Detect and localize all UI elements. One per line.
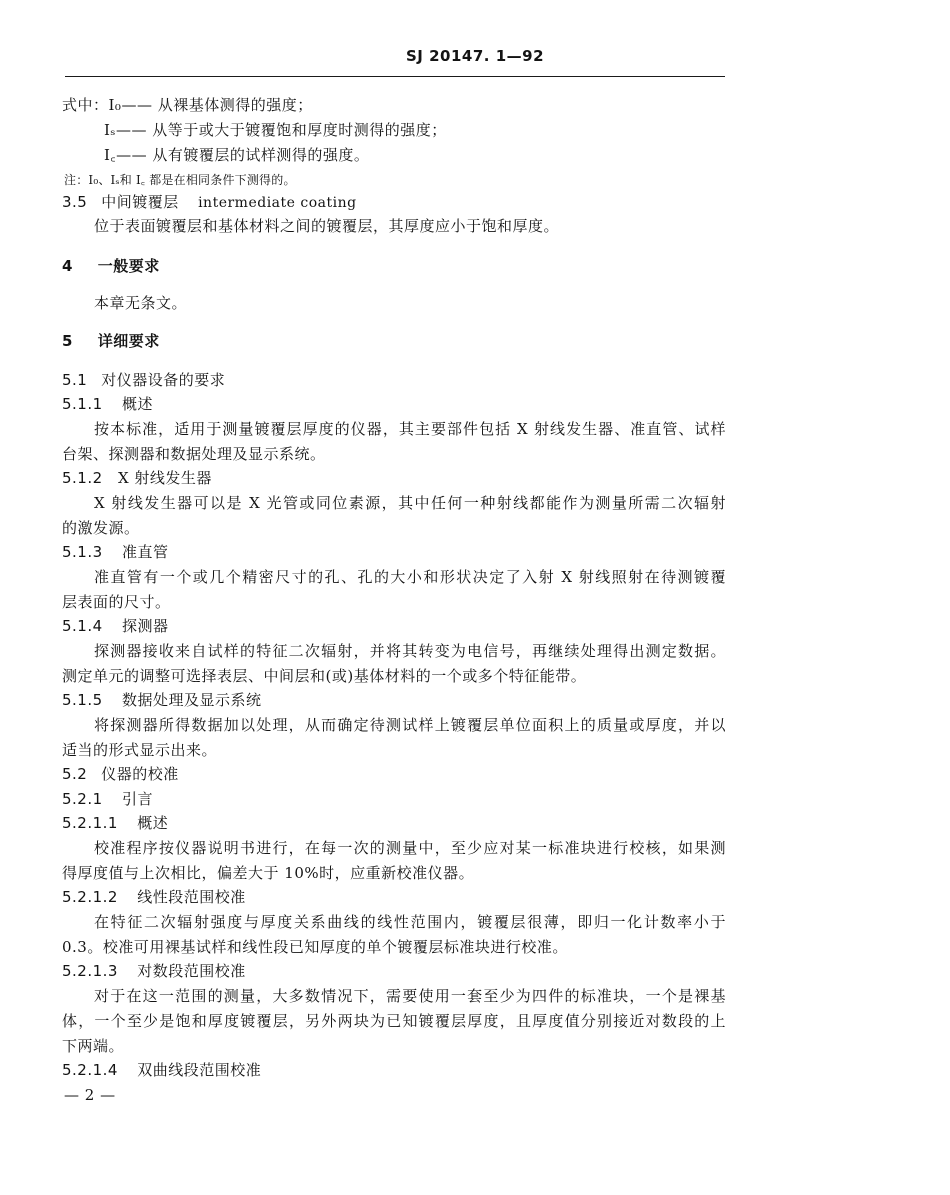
formula-ic-definition: I꜀—— 从有镀覆层的试样测得的强度。 [104, 146, 370, 164]
section-number: 5.2.1 [62, 790, 103, 808]
section-5-1-3-heading [62, 542, 168, 562]
section-number: 5.1.4 [62, 617, 103, 635]
formula-note: 注：I₀、Iₛ和 I꜀ 都是在相同条件下测得的。 [64, 173, 296, 187]
section-number: 3.5 [62, 193, 88, 211]
section-3-5-body: 位于表面镀覆层和基体材料之间的镀覆层，其厚度应小于饱和厚度。 [94, 217, 560, 235]
section-5-2-1-2-line-1: 在特征二次辐射强度与厚度关系曲线的线性范围内，镀覆层很薄，即归一化计数率小于 [94, 913, 726, 931]
formula-is-definition: Iₛ—— 从等于或大于镀覆饱和厚度时测得的强度； [104, 121, 447, 139]
section-5-2-1-4-heading [62, 1060, 261, 1080]
section-number: 4 [62, 257, 73, 275]
section-number: 5.2 [62, 765, 88, 783]
section-title: 准直管 [121, 543, 169, 561]
section-5-1-heading [62, 370, 225, 390]
section-number: 5.1 [62, 371, 88, 389]
section-3-5-heading [62, 192, 357, 213]
section-title: 中间镀覆层 [101, 193, 179, 211]
section-5-2-1-3-line-3: 下两端。 [62, 1037, 125, 1055]
section-5-2-1-1-heading [62, 813, 168, 833]
section-title: 仪器的校准 [101, 765, 179, 783]
section-title: 概述 [121, 395, 153, 413]
section-5-1-2-line-2: 的激发源。 [62, 519, 140, 537]
section-5-2-1-1-line-2: 得厚度值与上次相比，偏差大于 10%时，应重新校准仪器。 [62, 864, 475, 882]
section-5-2-heading [62, 764, 179, 784]
section-title: 引言 [121, 790, 153, 808]
section-title: X 射线发生器 [117, 469, 212, 487]
section-4-heading [62, 256, 160, 276]
section-number: 5.2.1.1 [62, 814, 118, 832]
section-title: 对仪器设备的要求 [101, 371, 226, 389]
section-number: 5.2.1.4 [62, 1061, 118, 1079]
section-5-2-1-2-line-2: 0.3。校准可用裸基试样和线性段已知厚度的单个镀覆层标准块进行校准。 [62, 938, 568, 956]
section-5-1-5-line-2: 适当的形式显示出来。 [62, 741, 218, 759]
header-rule [65, 76, 725, 77]
section-title: 概述 [137, 814, 169, 832]
section-title: 一般要求 [97, 257, 160, 275]
section-number: 5.1.2 [62, 469, 103, 487]
standard-code-header: SJ 20147. 1—92 [405, 47, 545, 65]
section-5-2-1-1-line-1: 校准程序按仪器说明书进行，在每一次的测量中，至少应对某一标准块进行校核，如果测 [94, 839, 726, 857]
section-5-1-5-line-1: 将探测器所得数据加以处理，从而确定待测试样上镀覆层单位面积上的质量或厚度，并以 [94, 716, 726, 734]
section-number: 5.1.1 [62, 395, 103, 413]
section-5-1-4-heading [62, 616, 168, 636]
section-5-2-1-3-heading [62, 961, 246, 981]
section-5-1-1-heading [62, 394, 153, 414]
section-title-english: intermediate coating [198, 195, 357, 211]
section-5-1-3-line-2: 层表面的尺寸。 [62, 593, 171, 611]
section-5-1-4-line-1: 探测器接收来自试样的特征二次辐射，并将其转变为电信号，再继续处理得出测定数据。 [94, 642, 726, 660]
section-number: 5.2.1.3 [62, 962, 118, 980]
section-number: 5.1.3 [62, 543, 103, 561]
formula-intro: 式中：I₀—— 从裸基体测得的强度； [62, 96, 313, 114]
section-title: 详细要求 [97, 332, 160, 350]
section-5-2-1-heading [62, 789, 153, 809]
section-5-2-1-3-line-2: 体，一个至少是饱和厚度镀覆层，另外两块为已知镀覆层厚度，且厚度值分别接近对数段的上 [62, 1012, 726, 1030]
section-5-heading [62, 331, 160, 351]
section-5-2-1-2-heading [62, 887, 246, 907]
section-5-1-2-heading [62, 468, 212, 488]
section-5-1-5-heading [62, 690, 261, 710]
page-number: — 2 — [64, 1086, 116, 1104]
section-5-1-2-line-1: X 射线发生器可以是 X 光管或同位素源，其中任何一种射线都能作为测量所需二次辐射 [94, 494, 726, 512]
section-title: 数据处理及显示系统 [121, 691, 262, 709]
section-5-1-3-line-1: 准直管有一个或几个精密尺寸的孔、孔的大小和形状决定了入射 X 射线照射在待测镀覆 [94, 568, 726, 586]
section-title: 探测器 [121, 617, 169, 635]
section-5-1-1-line-1: 按本标准，适用于测量镀覆层厚度的仪器，其主要部件包括 X 射线发生器、准直管、试样 [94, 420, 726, 438]
section-5-1-4-line-2: 测定单元的调整可选择表层、中间层和(或)基体材料的一个或多个特征能带。 [62, 667, 587, 685]
section-number: 5.1.5 [62, 691, 103, 709]
section-number: 5 [62, 332, 73, 350]
section-5-1-1-line-2: 台架、探测器和数据处理及显示系统。 [62, 445, 326, 463]
section-5-2-1-3-line-1: 对于在这一范围的测量，大多数情况下，需要使用一套至少为四件的标准块，一个是裸基 [94, 987, 726, 1005]
section-title: 双曲线段范围校准 [137, 1061, 262, 1079]
section-number: 5.2.1.2 [62, 888, 118, 906]
section-4-body: 本章无条文。 [94, 294, 188, 312]
section-title: 对数段范围校准 [137, 962, 246, 980]
section-title: 线性段范围校准 [137, 888, 246, 906]
